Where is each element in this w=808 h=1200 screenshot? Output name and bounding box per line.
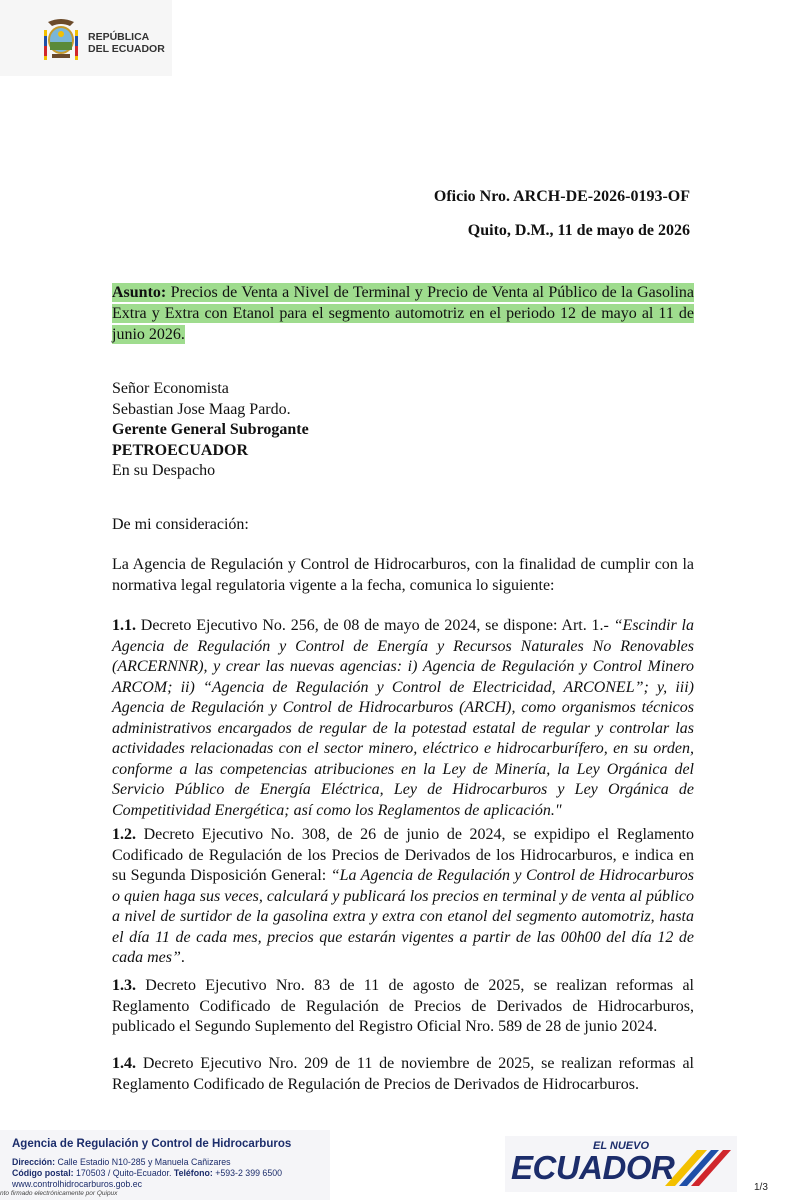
- postal-value: 170503 / Quito-Ecuador.: [73, 1168, 174, 1178]
- recipient-position: Gerente General Subrogante: [112, 421, 309, 438]
- brand-top-text: EL NUEVO: [593, 1140, 650, 1152]
- brand-main-text: ECUADOR: [511, 1149, 675, 1186]
- paragraph-text: Decreto Ejecutivo Nro. 83 de 11 de agosto de 2025, se realizan reformas al Reglamento Codificado de Regulación de Precios de Derivados de Hidrocarburos, publicado el Segundo Suplemento del Registro Oficial Nro. 589 de 28 de junio 2024.: [112, 977, 694, 1035]
- footer-contact: [0, 1130, 330, 1200]
- paragraph-quote: “Escindir la Agencia de Regulación y Control de Energía y Recursos Naturales No Renovables (ARCERNNR), y crear las nuevas agencias: i) Agencia de Regulación y Control Minero ARCOM; ii) “Agencia de Regulación y Control de Electricidad, ARCONEL”; y, iii) Agencia de Regulación y Control de Hidrocarburos (ARCH), como organismos técnicos administrativos encargados de regular de la potestad estatal de regular y controlar las actividades relacionadas con el sector minero, eléctrico e hidrocarburífero, en su orden, conforme a las competencias atribuciones en la Ley de Minería, la Ley Orgánica del Servicio Público de Energía Eléctrica, Ley de Hidrocarburos y Ley Orgánica de Competitividad Energética; así como los Reglamentos de aplicación.": [112, 617, 695, 819]
- phone-value: +593-2 399 6500: [212, 1168, 282, 1178]
- paragraph-quote: “La Agencia de Regulación y Control de Hidrocarburos o quien haga sus veces, calculará y publicará los precios en terminal y de venta al público a nivel de surtidor de la gasolina extra y extra con etanol del segmento automotriz, hasta el día 11 de cada mes, precios que estarán vigentes a partir de las 00h00 del día 12 de cada mes”: [112, 867, 694, 966]
- recipient-title: Señor Economista: [112, 380, 229, 397]
- intro-paragraph: La Agencia de Regulación y Control de Hidrocarburos, con la finalidad de cumplir con la normativa legal regulatoria vigente a la fecha, comunica lo siguiente:: [112, 556, 694, 594]
- brand-logo: [505, 1136, 737, 1192]
- paragraph-1-3: [112, 976, 694, 1038]
- footer: [0, 1130, 808, 1200]
- address-value: Calle Estadio N10-285 y Manuela Cañizares: [55, 1157, 231, 1167]
- postal-label: Código postal:: [12, 1168, 74, 1178]
- page-number: 1/3: [754, 1182, 768, 1193]
- footer-agency-name: Agencia de Regulación y Control de Hidrocarburos: [12, 1138, 292, 1150]
- address-label: Dirección:: [12, 1157, 56, 1167]
- footer-postal-phone: [12, 1168, 282, 1178]
- country-line-1: REPÚBLICA: [88, 31, 150, 43]
- recipient-name: Sebastian Jose Maag Pardo.: [112, 400, 291, 418]
- paragraph-number: 1.4.: [112, 1055, 136, 1072]
- subject-label: Asunto:: [112, 284, 167, 301]
- signature-note: nto firmado electrónicamente por Quipux: [0, 1190, 118, 1197]
- paragraph-text: Decreto Ejecutivo No. 256, de 08 de mayo de 2024, se dispone: Art. 1.-: [136, 617, 614, 634]
- recipient-company: PETROECUADOR: [112, 441, 249, 459]
- phone-label: Teléfono:: [173, 1168, 213, 1178]
- paragraph-after: .: [180, 949, 185, 966]
- paragraph-number: 1.3.: [112, 977, 136, 994]
- subject: [112, 282, 694, 345]
- country-line-2: DEL ECUADOR: [88, 43, 165, 55]
- footer-address: [12, 1157, 231, 1167]
- place-date: Quito, D.M., 11 de mayo de 2026: [467, 222, 690, 239]
- paragraph-number: 1.2.: [112, 826, 136, 843]
- recipient-location: En su Despacho: [112, 462, 216, 479]
- flag-stripes-icon: [655, 1146, 733, 1190]
- paragraph-text: Decreto Ejecutivo No. 308, de 26 de junio de 2024, se expidipo el Reglamento Codificado de Regulación de los Precios de Derivados de los Hidrocarburos, e indica en su Segunda Disposición General:: [112, 826, 694, 884]
- paragraph-1-1: [112, 616, 694, 821]
- footer-website[interactable]: www.controlhidrocarburos.gob.ec: [12, 1179, 143, 1189]
- oficio-number: Oficio Nro. ARCH-DE-2026-0193-OF: [433, 188, 690, 205]
- coat-of-arms-icon: [40, 16, 82, 64]
- header-logo-area: [0, 0, 172, 76]
- paragraph-1-4: [112, 1054, 694, 1095]
- paragraph-1-2: [112, 825, 694, 969]
- salutation: De mi consideración:: [112, 516, 249, 533]
- subject-text: Precios de Venta a Nivel de Terminal y Precio de Venta al Público de la Gasolina Extra y Extra con Etanol para el segmento automotriz en el periodo 12 de mayo al 11 de junio 2026.: [112, 284, 694, 343]
- paragraph-text: Decreto Ejecutivo Nro. 209 de 11 de noviembre de 2025, se realizan reformas al Reglamento Codificado de Regulación de Precios de Derivados de Hidrocarburos.: [112, 1055, 694, 1093]
- country-name: [88, 31, 165, 55]
- paragraph-number: 1.1.: [112, 617, 136, 634]
- recipient-block: [112, 379, 309, 482]
